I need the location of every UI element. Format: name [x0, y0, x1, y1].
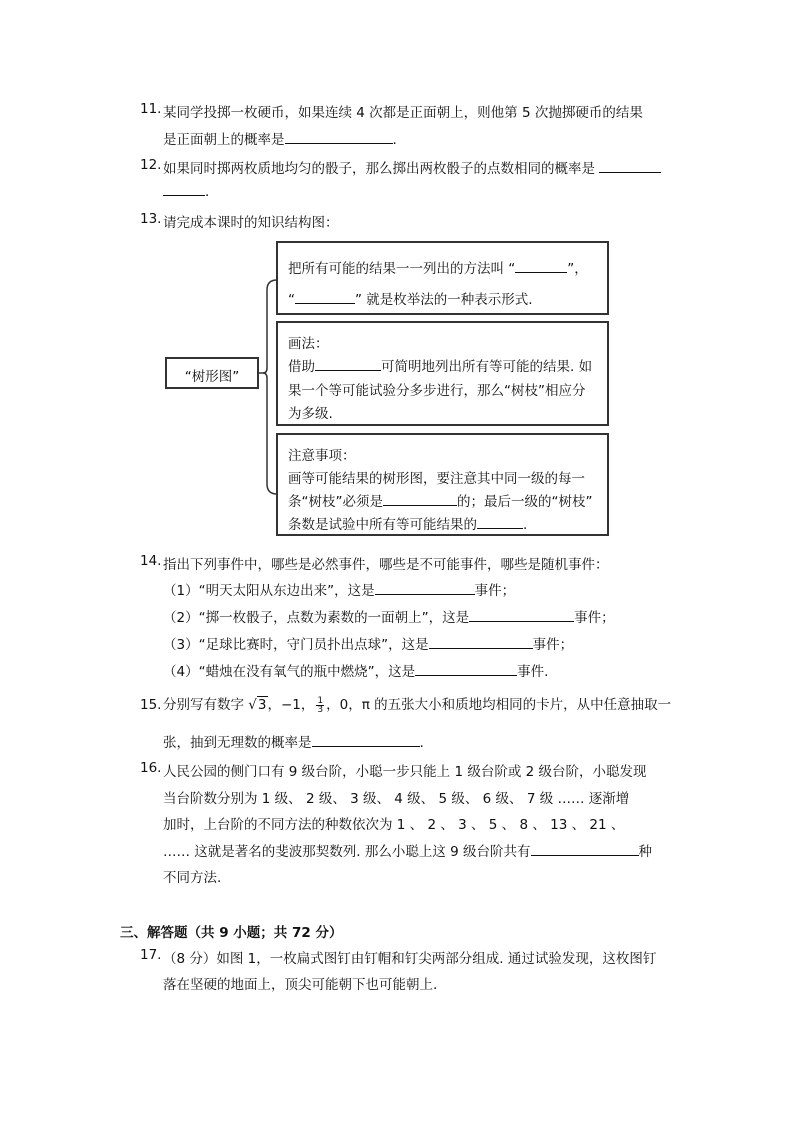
q16-text-a: …… 这就是著名的斐波那契数列. 那么小聪上这 9 级台阶共有	[163, 844, 531, 860]
box2-blank[interactable]	[315, 359, 381, 371]
box3-text-d: .	[523, 517, 528, 533]
q12-period: .	[205, 184, 210, 200]
q11-text: 是正面朝上的概率是	[163, 132, 285, 148]
q12-number: 12.	[140, 157, 162, 173]
box2-text-b: 可简明地列出所有等可能的结果. 如	[381, 359, 593, 375]
q14-item-1-text: （1）“明天太阳从东边出来”，这是	[163, 583, 375, 599]
box1-text-b: ”，	[567, 261, 588, 277]
q11-line2	[163, 128, 397, 148]
fraction-denominator: 3	[317, 704, 324, 715]
q17-line1: （8 分）如图 1，一枚扁式图钉由钉帽和钉尖两部分组成. 通过试验发现，这枚图钉	[163, 951, 657, 967]
box3-line3	[288, 513, 527, 533]
q15-line1	[163, 693, 671, 714]
box3-line2	[288, 490, 593, 510]
q15-text-b: ，−1，	[267, 697, 315, 713]
q15-number: 15.	[140, 697, 162, 713]
box3-blank-1[interactable]	[383, 494, 457, 506]
q14-item-1	[163, 579, 515, 599]
q16-blank[interactable]	[531, 844, 639, 856]
sqrt-symbol: √3	[248, 697, 267, 713]
q15-text-a: 分别写有数字	[163, 697, 244, 713]
q14-item-4-suffix: 事件.	[517, 664, 549, 680]
q15-blank[interactable]	[312, 735, 420, 747]
q14-item-4	[163, 660, 548, 680]
q14-blank-4[interactable]	[415, 664, 517, 676]
q12-answer-blank-a[interactable]	[599, 161, 661, 173]
q16-line2: 当台阶数分别为 1 级、 2 级、 3 级、 4 级、 5 级、 6 级、 7 级 …… 逐渐增	[163, 791, 630, 807]
q14-item-3-suffix: 事件；	[532, 637, 574, 653]
q14-item-2-suffix: 事件；	[574, 610, 615, 626]
knowledge-box-notes	[276, 433, 609, 536]
box3-text-a: 条“树枝”必须是	[288, 494, 383, 510]
fraction-one-third	[316, 697, 324, 714]
box1-blank-2[interactable]	[295, 292, 355, 304]
q13-text: 请完成本课时的知识结构图：	[163, 215, 339, 231]
q14-text: 指出下列事件中，哪些是必然事件，哪些是不可能事件，哪些是随机事件：	[163, 557, 609, 573]
q16-number: 16.	[140, 760, 162, 776]
tree-root-box	[165, 357, 259, 389]
box3-title: 注意事项：	[288, 448, 356, 464]
q14-item-4-text: （4）“蜡烛在没有氧气的瓶中燃烧”，这是	[163, 664, 416, 680]
q12-line1	[163, 157, 661, 177]
box3-blank-2[interactable]	[477, 517, 523, 529]
box2-line2: 果一个等可能试验分多步进行，那么“树枝”相应分	[288, 383, 586, 399]
q15-line2	[163, 731, 424, 751]
q12-text: 如果同时掷两枚质地均匀的骰子，那么掷出两枚骰子的点数相同的概率是	[163, 161, 595, 177]
box1-text-a: 把所有可能的结果一一列出的方法叫 “	[288, 261, 516, 277]
box1-text-d: ” 就是枚举法的一种表示形式.	[355, 292, 533, 308]
q11-period: .	[392, 132, 397, 148]
q16-line5: 不同方法.	[163, 870, 222, 886]
q14-item-2	[163, 606, 615, 626]
box3-line1: 画等可能结果的树形图，要注意其中同一级的每一	[288, 471, 585, 487]
box3-text-c: 条数是试验中所有等可能结果的	[288, 517, 477, 533]
q15-text-d: 张，抽到无理数的概率是	[163, 735, 312, 751]
fraction-numerator: 1	[317, 695, 324, 706]
q15-text-c: ，0，π 的五张大小和质地均相同的卡片，从中任意抽取一	[326, 697, 672, 713]
q14-number: 14.	[140, 553, 162, 569]
sqrt-radicand: 3	[257, 697, 267, 713]
q14-blank-1[interactable]	[375, 583, 475, 595]
q17-line2: 落在坚硬的地面上，顶尖可能朝下也可能朝上.	[163, 977, 438, 993]
q15-period: .	[419, 735, 424, 751]
box1-text-c: “	[288, 292, 295, 308]
q11-answer-blank[interactable]	[285, 132, 393, 144]
box2-line3: 为多级.	[288, 406, 333, 422]
tree-root-label: “树形图”	[184, 369, 240, 385]
q16-line4	[163, 840, 652, 860]
q14-item-3	[163, 633, 573, 653]
q14-item-1-suffix: 事件；	[474, 583, 516, 599]
q16-line1: 人民公园的侧门口有 9 级台阶，小聪一步只能上 1 级台阶或 2 级台阶，小聪发现	[163, 764, 647, 780]
box2-line1	[288, 355, 592, 375]
q14-item-3-text: （3）“足球比赛时，守门员扑出点球”，这是	[163, 637, 429, 653]
q16-line3: 加时，上台阶的不同方法的种数依次为 1 、 2 、 3 、 5 、 8 、 13 、 21 、	[163, 817, 625, 833]
q16-text-b: 种	[638, 844, 653, 860]
q11-number: 11.	[140, 101, 162, 117]
q13-number: 13.	[140, 211, 162, 227]
knowledge-box-method	[276, 321, 609, 426]
box1-line1	[288, 257, 588, 277]
q11-line1: 某同学投掷一枚硬币，如果连续 4 次都是正面朝上，则他第 5 次抛掷硬币的结果	[163, 105, 643, 121]
box2-text-a: 借助	[288, 359, 315, 375]
q14-blank-3[interactable]	[429, 637, 533, 649]
knowledge-box-definition	[276, 241, 609, 315]
box1-blank-1[interactable]	[515, 261, 567, 273]
q12-line2	[163, 184, 209, 200]
box3-text-b: 的；最后一级的“树枝”	[457, 494, 593, 510]
q14-blank-2[interactable]	[469, 610, 574, 622]
q12-answer-blank-b[interactable]	[163, 184, 205, 196]
q17-number: 17.	[140, 947, 162, 963]
box2-title: 画法：	[288, 336, 329, 352]
box1-line2	[288, 288, 533, 308]
section-heading: 三、解答题（共 9 小题；共 72 分）	[120, 925, 343, 941]
q14-item-2-text: （2）“掷一枚骰子，点数为素数的一面朝上”，这是	[163, 610, 470, 626]
